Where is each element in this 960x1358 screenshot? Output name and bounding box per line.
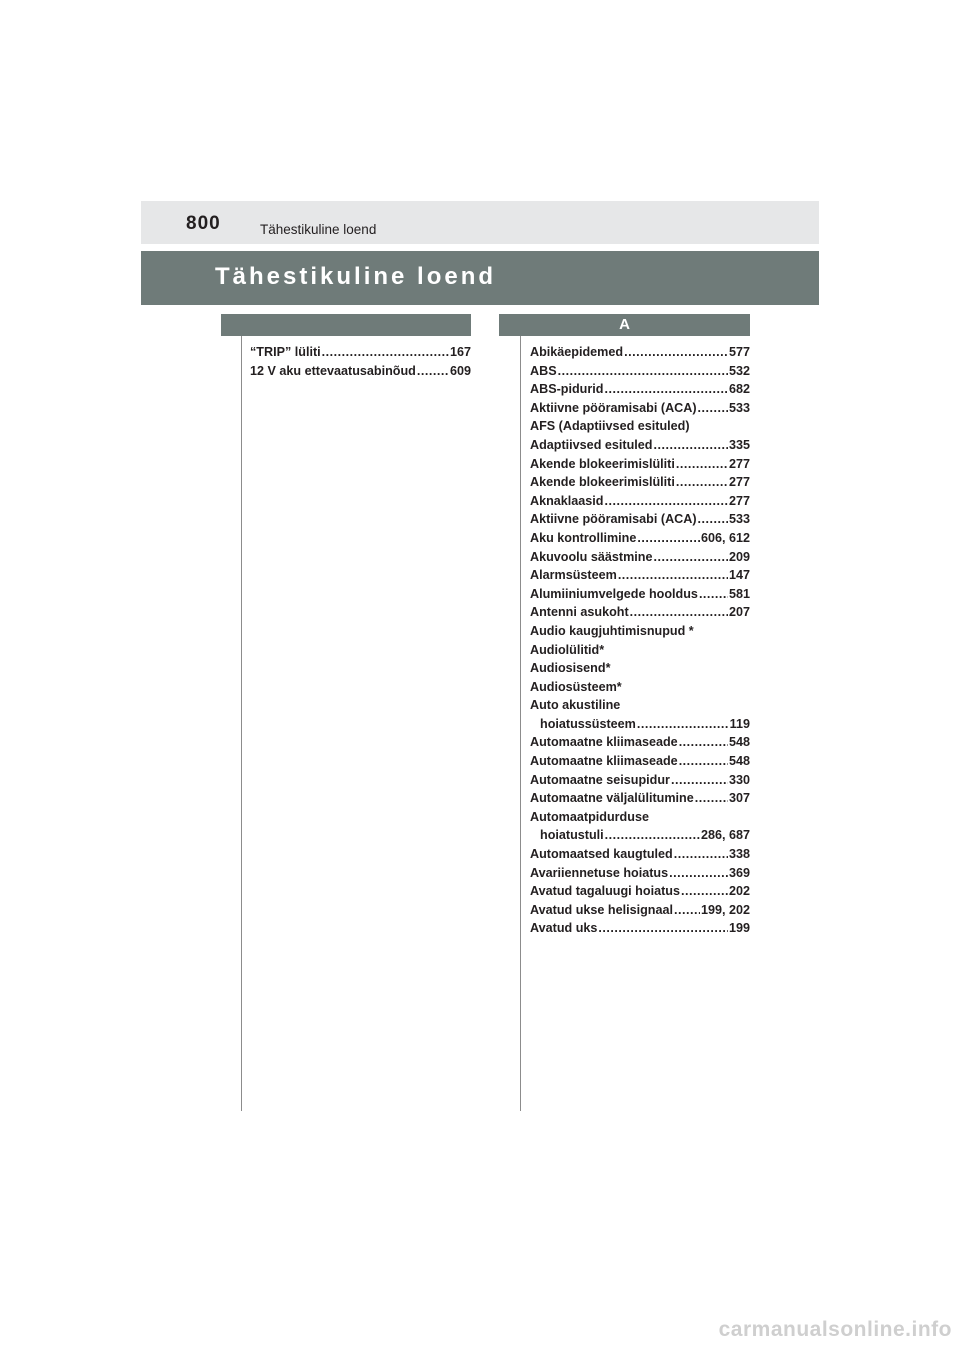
index-term: ABS [530, 363, 557, 378]
index-entry [530, 510, 750, 529]
dot-leader [671, 771, 728, 790]
index-entry [530, 826, 750, 845]
index-entry [530, 566, 750, 585]
dot-leader [674, 845, 728, 864]
index-page-ref[interactable]: 609 [449, 363, 471, 378]
index-page-ref[interactable]: 199 [728, 921, 750, 936]
index-term: Abikäepidemed [530, 345, 624, 359]
dot-leader [653, 548, 728, 567]
index-term: hoiatussüsteem [540, 716, 636, 731]
dot-leader [681, 882, 728, 901]
page-title: Tähestikuline loend [215, 263, 497, 290]
index-entry [530, 771, 750, 790]
index-entry [530, 696, 750, 715]
index-page-ref[interactable]: 606, 612 [700, 530, 750, 545]
index-term: Audiosisend* [530, 661, 611, 676]
index-entry [530, 678, 750, 697]
index-term: Automaatpidurduse [530, 809, 649, 824]
dot-leader [605, 492, 728, 511]
index-term: 12 V aku ettevaatusabinõud [250, 363, 416, 378]
dot-leader [695, 789, 728, 808]
index-term: Avatud tagaluugi hoiatus [530, 884, 680, 899]
dot-leader [653, 436, 728, 455]
index-page-ref[interactable]: 338 [728, 847, 750, 862]
index-entry [250, 362, 471, 381]
index-page-ref[interactable]: 167 [449, 345, 471, 359]
right-index-list [530, 343, 750, 938]
dot-leader [676, 473, 728, 492]
index-term: ABS-pidurid [530, 382, 604, 397]
dot-leader [618, 566, 728, 585]
index-term: hoiatustuli [540, 828, 604, 843]
left-column-heading [221, 314, 471, 336]
index-term: Auto akustiline [530, 698, 621, 713]
index-term: Automaatne seisupidur [530, 772, 670, 787]
index-term: Adaptiivsed esituled [530, 437, 653, 452]
running-title: Tähestikuline loend [260, 222, 377, 237]
index-term: Aktiivne pööramisabi (ACA) [530, 512, 697, 527]
right-column-divider [520, 336, 521, 1111]
dot-leader [604, 380, 728, 399]
index-entry [530, 659, 750, 678]
index-term: Audiosüsteem* [530, 679, 622, 694]
dot-leader [698, 399, 728, 418]
index-term: Automaatsed kaugtuled [530, 847, 673, 862]
index-entry [530, 901, 750, 920]
index-page-ref[interactable]: 277 [728, 493, 750, 508]
index-entry [530, 585, 750, 604]
watermark: carmanualsonline.info [718, 1318, 952, 1341]
index-entry [530, 715, 750, 734]
index-term: Avatud ukse helisignaal [530, 902, 674, 917]
index-page-ref[interactable]: 533 [728, 400, 750, 415]
dot-leader [417, 362, 449, 381]
index-term: Automaatne kliimaseade [530, 754, 678, 769]
dot-leader [322, 343, 449, 362]
index-page-ref[interactable]: 682 [728, 382, 750, 397]
left-index-list [250, 343, 471, 380]
dot-leader [624, 343, 728, 362]
dot-leader [674, 901, 700, 920]
index-term: Akuvoolu säästmine [530, 549, 653, 564]
index-entry [530, 529, 750, 548]
index-entry [250, 343, 471, 362]
dot-leader [699, 585, 728, 604]
index-term: Alumiiniumvelgede hooldus [530, 586, 698, 601]
index-term: “TRIP” lüliti [250, 345, 321, 359]
index-entry [530, 492, 750, 511]
index-page-ref[interactable]: 277 [728, 475, 750, 490]
index-term: Aktiivne pööramisabi (ACA) [530, 400, 697, 415]
index-page-ref[interactable]: 581 [728, 586, 750, 601]
index-entry [530, 845, 750, 864]
index-term: Aku kontrollimine [530, 530, 637, 545]
left-column-divider [241, 336, 242, 1111]
index-entry [530, 752, 750, 771]
index-entry [530, 455, 750, 474]
dot-leader [669, 864, 728, 883]
page-number: 800 [186, 213, 221, 234]
index-page-ref[interactable]: 119 [729, 716, 750, 731]
index-entry [530, 603, 750, 622]
right-column-heading: A [499, 314, 750, 336]
index-term: Avatud uks [530, 921, 598, 936]
index-term: Audiolülitid* [530, 642, 605, 657]
index-term: Aknaklaasid [530, 493, 604, 508]
index-entry [530, 864, 750, 883]
dot-leader [605, 826, 700, 845]
dot-leader [630, 603, 728, 622]
dot-leader [637, 529, 700, 548]
index-entry [530, 343, 750, 362]
index-term: Audio kaugjuhtimisnupud * [530, 623, 694, 638]
index-page-ref[interactable]: 199, 202 [700, 902, 750, 917]
index-term: Antenni asukoht [530, 605, 629, 620]
index-term: Alarmsüsteem [530, 568, 617, 583]
dot-leader [698, 510, 728, 529]
index-term: Automaatne väljalülitumine [530, 791, 694, 806]
index-page-ref[interactable]: 548 [728, 754, 750, 769]
index-entry [530, 622, 750, 641]
index-entry [530, 548, 750, 567]
index-entry [530, 919, 750, 938]
index-page-ref[interactable]: 286, 687 [700, 828, 750, 843]
page-header [141, 201, 819, 244]
index-entry [530, 733, 750, 752]
index-entry [530, 808, 750, 827]
index-entry [530, 362, 750, 381]
index-page-ref[interactable]: 147 [728, 568, 750, 583]
dot-leader [679, 733, 728, 752]
index-entry [530, 436, 750, 455]
index-page-ref[interactable]: 277 [728, 456, 750, 471]
index-entry [530, 417, 750, 436]
index-entry [530, 380, 750, 399]
index-term: Akende blokeerimislüliti [530, 456, 675, 471]
index-term: Akende blokeerimislüliti [530, 475, 675, 490]
index-entry [530, 473, 750, 492]
index-page-ref[interactable]: 548 [728, 735, 750, 750]
index-page-ref[interactable]: 532 [728, 363, 750, 378]
dot-leader [558, 362, 728, 381]
index-page-ref[interactable]: 209 [728, 549, 750, 564]
dot-leader [637, 715, 729, 734]
index-page-ref[interactable]: 335 [728, 437, 750, 452]
index-entry [530, 882, 750, 901]
title-band [141, 251, 819, 305]
index-entry [530, 399, 750, 418]
index-page-ref[interactable]: 202 [728, 884, 750, 899]
index-page-ref[interactable]: 307 [728, 791, 750, 806]
index-term: AFS (Adaptiivsed esituled) [530, 419, 690, 434]
index-page-ref[interactable]: 577 [728, 345, 750, 359]
dot-leader [676, 455, 728, 474]
index-entry [530, 641, 750, 660]
index-page-ref[interactable]: 330 [728, 772, 750, 787]
index-entry [530, 789, 750, 808]
index-term: Avariiennetuse hoiatus [530, 865, 669, 880]
index-page-ref[interactable]: 533 [728, 512, 750, 527]
index-term: Automaatne kliimaseade [530, 735, 678, 750]
index-page-ref[interactable]: 369 [728, 865, 750, 880]
index-page-ref[interactable]: 207 [728, 605, 750, 620]
dot-leader [598, 919, 728, 938]
dot-leader [679, 752, 728, 771]
